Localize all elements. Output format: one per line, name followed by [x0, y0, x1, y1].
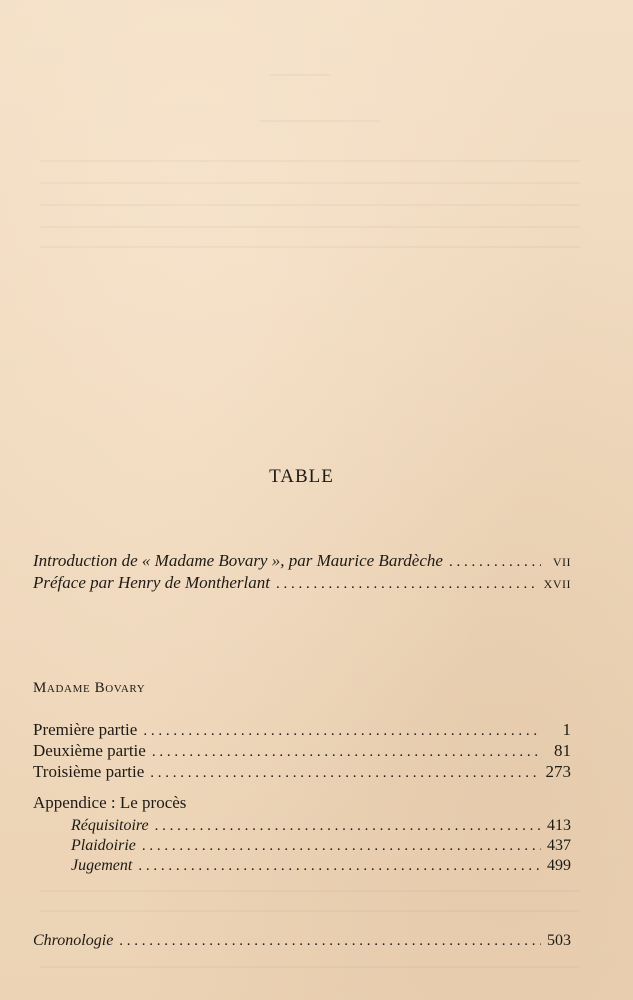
toc-entry-chronologie[interactable] — [33, 931, 571, 951]
toc-entry-label: Deuxième partie — [33, 741, 146, 760]
toc-entry-jugement[interactable] — [71, 856, 571, 876]
toc-entry-label: Jugement — [71, 857, 133, 874]
show-through-line — [40, 226, 580, 228]
dot-leader — [142, 836, 541, 856]
show-through-line — [270, 74, 330, 76]
toc-entry-page: 499 — [547, 857, 571, 874]
toc-entry-page: 503 — [547, 932, 571, 949]
toc-entry-label: Introduction de « Madame Bovary », par Maurice Bardèche — [33, 551, 443, 570]
dot-leader — [276, 574, 538, 594]
dot-leader — [155, 816, 541, 836]
toc-entry-page: 1 — [562, 720, 571, 739]
toc-entry-plaidoirie[interactable] — [71, 836, 571, 856]
toc-entry-introduction[interactable] — [33, 551, 571, 572]
toc-entry-part-1[interactable] — [33, 720, 571, 741]
toc-entry-page: 437 — [547, 837, 571, 854]
show-through-line — [40, 910, 580, 912]
appendix-heading: Appendice : Le procès — [33, 793, 187, 812]
show-through-line — [40, 890, 580, 892]
dot-leader — [152, 742, 541, 762]
show-through-line — [40, 246, 580, 248]
toc-entry-label: Plaidoirie — [71, 837, 136, 854]
toc-entry-page: 273 — [545, 762, 571, 781]
toc-entry-requisitoire[interactable] — [71, 816, 571, 836]
toc-entry-page: vii — [552, 551, 571, 570]
dot-leader — [143, 721, 541, 741]
show-through-line — [40, 204, 580, 206]
show-through-line — [40, 966, 580, 968]
toc-entry-label: Troisième partie — [33, 762, 145, 781]
toc-entry-label: Première partie — [33, 720, 138, 739]
dot-leader — [119, 931, 541, 951]
show-through-line — [40, 182, 580, 184]
toc-entry-page: 81 — [554, 741, 571, 760]
page-title: TABLE — [269, 466, 334, 487]
dot-leader — [449, 552, 541, 572]
toc-entry-preface[interactable] — [33, 573, 571, 594]
toc-entry-page: 413 — [547, 817, 571, 834]
toc-entry-part-3[interactable] — [33, 762, 571, 783]
show-through-line — [260, 120, 380, 122]
dot-leader — [138, 856, 541, 876]
section-heading: Madame Bovary — [33, 680, 146, 696]
toc-entry-label: Chronologie — [33, 932, 114, 949]
toc-entry-label: Réquisitoire — [71, 817, 149, 834]
show-through-line — [40, 160, 580, 162]
toc-entry-page: xvii — [543, 573, 571, 592]
toc-entry-label: Préface par Henry de Montherlant — [33, 573, 270, 592]
toc-entry-part-2[interactable] — [33, 741, 571, 762]
dot-leader — [150, 763, 539, 783]
